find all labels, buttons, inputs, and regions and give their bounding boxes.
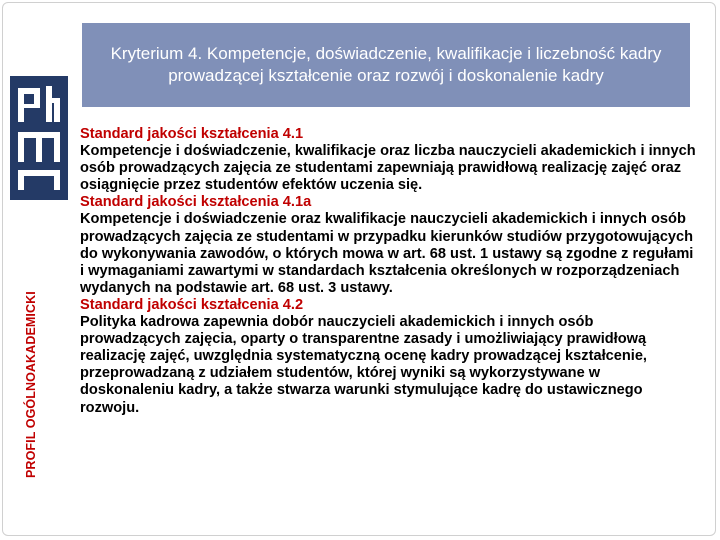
slide-title: Kryterium 4. Kompetencje, doświadczenie, kwalifikacje i liczebność kadry prowadzącej kształcenie oraz rozwój i doskonalenie kadry — [110, 44, 662, 85]
pka-logo-icon — [10, 76, 68, 200]
standard-heading-4-1: Standard jakości kształcenia 4.1 — [80, 126, 304, 142]
standard-text-4-1a: Kompetencje i doświadczenie oraz kwalifikacje nauczycieli akademickich i innych osób prowadzących zajęcia ze studentami w przypadku kierunków studiów przygotowujących do wykonywania zawodów, o których mowa w art. 68 ust. 1 ustawy są zgodne z regułami i wymaganiami zawartymi w standardach kształcenia określonych w rozporządzeniach wydanych na podstawie art. 68 ust. 3 ustawy. — [80, 211, 694, 296]
slide-title-box — [82, 23, 690, 107]
standard-text-4-1: Kompetencje i doświadczenie, kwalifikacje oraz liczba nauczycieli akademickich i innych osób prowadzących zajęcia ze studentami zapewniają prawidłową realizację zajęć oraz osiągnięcie przez studentów efektów uczenia się. — [80, 143, 696, 194]
standard-heading-4-1a: Standard jakości kształcenia 4.1a — [80, 194, 312, 211]
standard-heading-4-2: Standard jakości kształcenia 4.2 — [80, 296, 304, 313]
standard-text-4-2: Polityka kadrowa zapewnia dobór nauczycieli akademickich i innych osób prowadzących zajęcia, oparty o transparentne zasady i umożliwiający prawidłową realizację zajęć, uwzględnia systematyczną ocenę kadry prowadzącej kształcenie, przeprowadzaną z udziałem studentów, której wyniki są wykorzystywane w doskonaleniu kadry, a także stwarza warunki stymulujące kadrę do ustawicznego rozwoju. — [80, 314, 647, 416]
profile-vertical-label: PROFIL OGÓLNOAKADEMICKI — [24, 291, 38, 478]
criteria-content — [80, 126, 696, 417]
